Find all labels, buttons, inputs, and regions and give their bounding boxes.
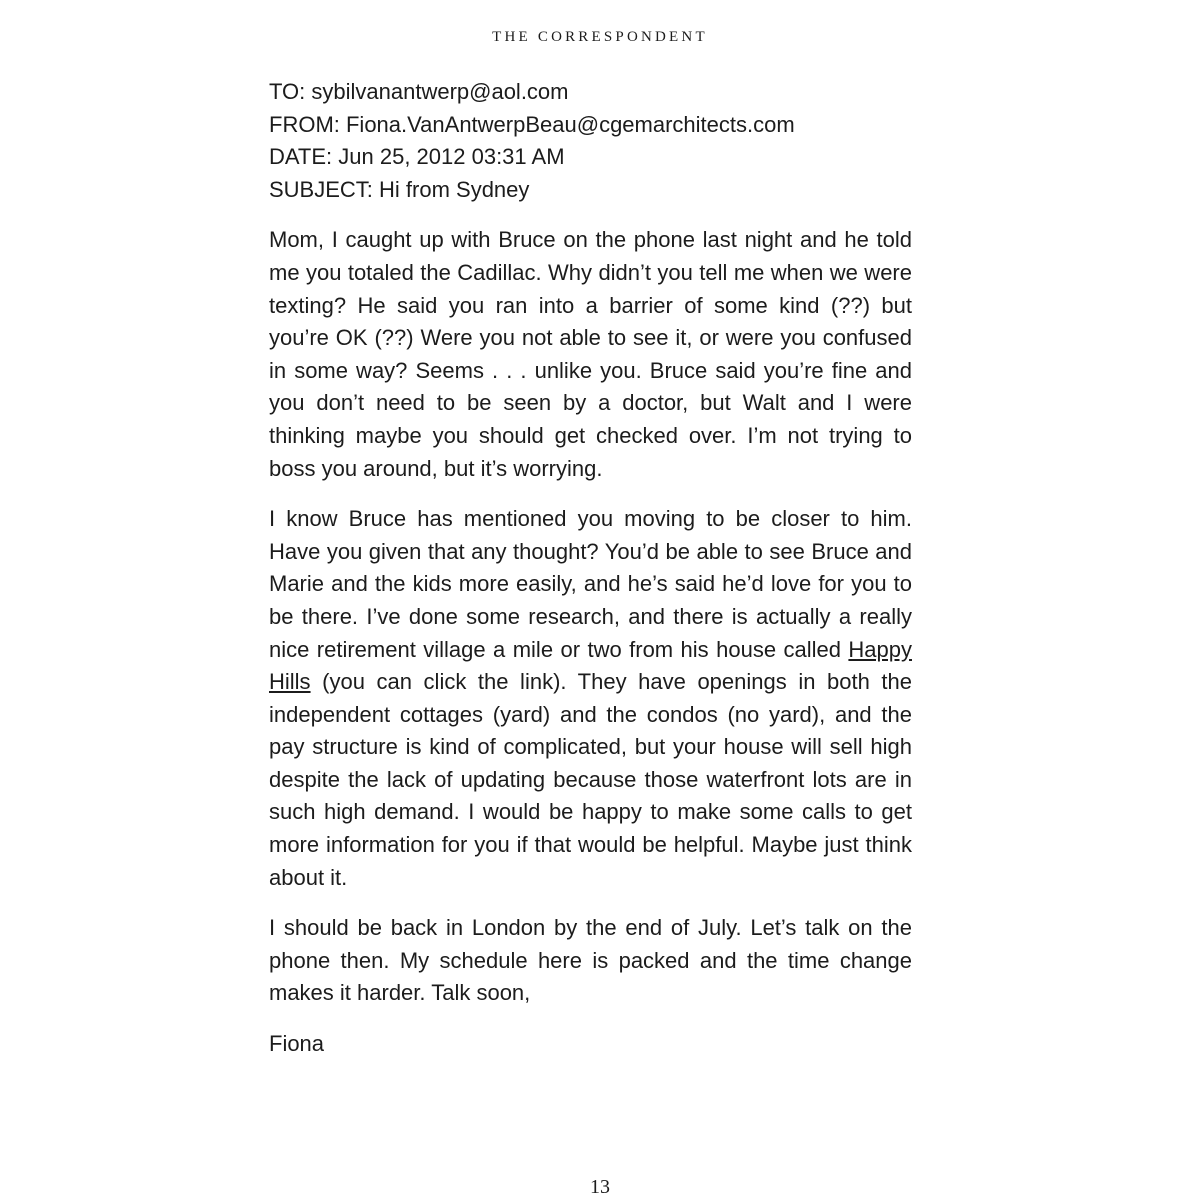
paragraph-2-text-after: (you can click the link). They have openings in both the independent cottages (yard) and the condos (no yard), and the pay structure is kind of complicated, but your house will sell high despite the lack of updating because those waterfront lots are in such high demand. I would be happy to make some calls to get more information for you if that would be helpful. Maybe just think about it. — [269, 669, 912, 890]
email-headers — [269, 76, 912, 206]
body-paragraph-2 — [269, 503, 912, 894]
page-number: 13 — [590, 1176, 610, 1198]
email-from: FROM: Fiona.VanAntwerpBeau@cgemarchitects.com — [269, 111, 795, 137]
email-date: DATE: Jun 25, 2012 03:31 AM — [269, 144, 565, 170]
paragraph-2-text-before: I know Bruce has mentioned you moving to be closer to him. Have you given that any thought? You’d be able to see Bruce and Marie and the kids more easily, and he’s said he’d love for you to be there. I’ve done some research, and there is actually a really nice retirement village a mile or two from his house called — [269, 506, 912, 662]
body-paragraph-3: I should be back in London by the end of July. Let’s talk on the phone then. My schedule here is packed and the time change makes it harder. Talk soon, — [269, 915, 912, 1006]
running-head: THE CORRESPONDENT — [492, 29, 708, 45]
signature: Fiona — [269, 1031, 325, 1057]
happy-hills-link[interactable]: Happy Hills — [269, 636, 912, 695]
email-message — [269, 76, 912, 1061]
body-paragraph-1: Mom, I caught up with Bruce on the phone last night and he told me you totaled the Cadillac. Why didn’t you tell me when we were texting? He said you ran into a barrier of some kind (??) but you’re OK (??) Were you not able to see it, or were you confused in some way? Seems . . . unlike you. Bruce said you’re fine and you don’t need to be seen by a doctor, but Walt and I were thinking maybe you should get checked over. I’m not trying to boss you around, but it’s worrying. — [269, 227, 912, 481]
email-to: TO: sybilvanantwerp@aol.com — [269, 79, 569, 104]
email-subject: SUBJECT: Hi from Sydney — [269, 176, 530, 202]
